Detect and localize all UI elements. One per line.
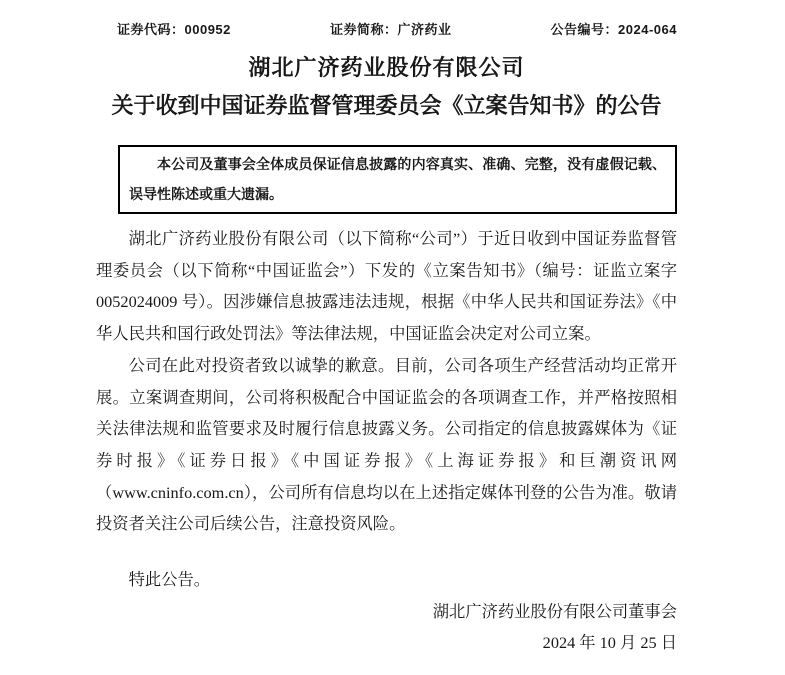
stock-short-name: 证券简称：广济药业 (329, 22, 452, 37)
document-header (96, 21, 677, 38)
paragraph-case-filing: 湖北广济药业股份有限公司（以下简称“公司”）于近日收到中国证券监督管理委员会（以下简称“中国证监会”）下发的《立案告知书》（编号：证监立案字 0052024009 号）。因涉嫌信息披露违法违规，根据《中华人民共和国证券法》《中华人民共和国行政处罚法》等法律法规，中国证监会决定对公司立案。 (96, 229, 677, 344)
announcement-number: 公告编号：2024-064 (550, 22, 677, 37)
paragraph-apology-disclosure: 公司在此对投资者致以诚挚的歉意。目前，公司各项生产经营活动均正常开展。立案调查期间，公司将积极配合中国证监会的各项调查工作，并严格按照相关法律法规和监管要求及时履行信息披露义务。公司指定的信息披露媒体为《证券时报》《证券日报》《中国证券报》《上海证券报》和巨潮资讯网（www.cninfo.com.cn），公司所有信息均以在上述指定媒体刊登的公告为准。敬请投资者关注公司后续公告，注意投资风险。 (96, 355, 677, 534)
closing-statement: 特此公告。 (128, 570, 211, 590)
disclaimer-box (118, 145, 677, 214)
announcement-title: 关于收到中国证券监督管理委员会《立案告知书》的公告 (111, 93, 662, 118)
company-title: 湖北广济药业股份有限公司 (248, 55, 525, 80)
disclaimer-text: 本公司及董事会全体成员保证信息披露的内容真实、准确、完整，没有虚假记载、误导性陈述或重大遗漏。 (129, 156, 666, 202)
signature-block (96, 596, 677, 659)
signature-date: 2024 年 10 月 25 日 (542, 633, 677, 653)
signature-company: 湖北广济药业股份有限公司董事会 (432, 601, 677, 621)
stock-code: 证券代码：000952 (117, 22, 231, 37)
